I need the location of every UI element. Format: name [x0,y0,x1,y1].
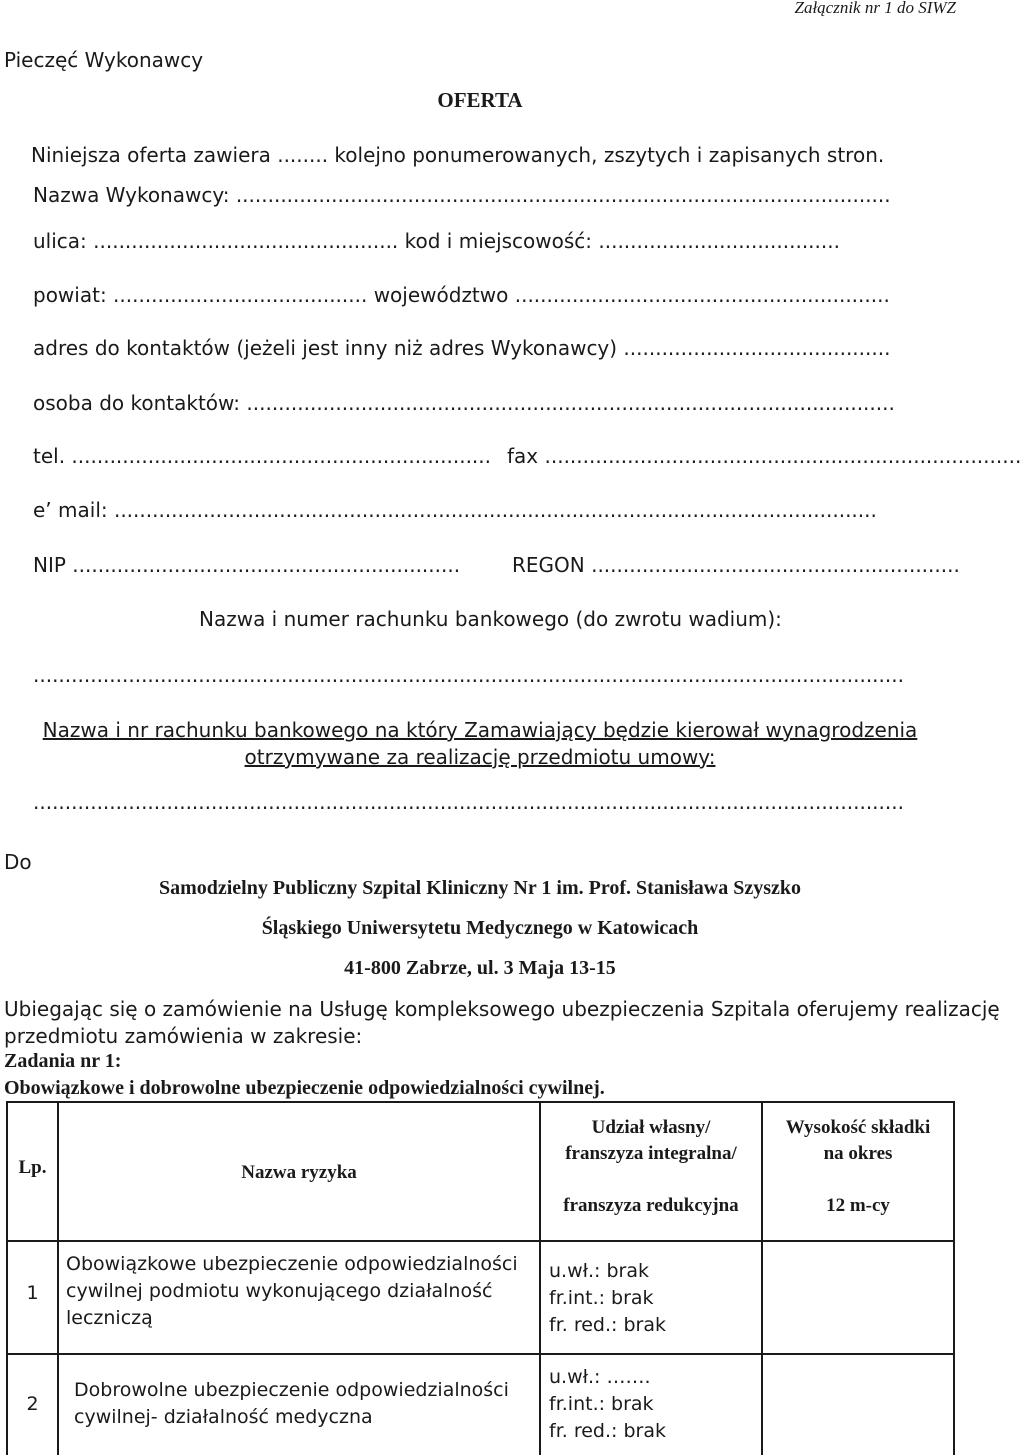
contact-address-line: adres do kontaktów (jeżeli jest inny niż adres Wykonawcy) .......................................... [33,336,891,360]
county-line: powiat: ........................................ województwo ........................................................... [33,283,890,307]
col-header-deductible-2: franszyza integralna/ [565,1143,737,1164]
row-deductible-reduction: fr. red.: brak [549,1420,666,1442]
bank-salary-label-2: otrzymywane za realizację przedmiotu umowy: [244,745,716,769]
email-line: e’ mail: ........................................................................................................................ [33,498,877,522]
row-risk-line-2: cywilnej podmiotu wykonującego działalność [66,1280,493,1302]
contact-person-line: osoba do kontaktów: ...................................................................................................... [33,391,895,415]
bank-deposit-field: ......................................................................................................................................... [33,663,904,687]
row-deductible-integral: fr.int.: brak [549,1393,654,1415]
row-risk-line-3: leczniczą [66,1307,153,1329]
street-line: ulica: ................................................ kod i miejscowość: ...................................... [33,229,840,253]
row-risk-line-2: cywilnej- działalność medyczna [74,1406,373,1428]
row-deductible-own: u.wł.: brak [549,1260,650,1282]
row-lp: 2 [26,1393,39,1415]
bank-salary-label-1: Nazwa i nr rachunku bankowego na który Zamawiający będzie kierował wynagrodzenia [42,718,918,742]
table-row-divider [6,1353,955,1355]
task-title: Obowiązkowe i dobrowolne ubezpieczenie odpowiedzialności cywilnej. [4,1077,605,1099]
phone-line: tel. .................................................................. [33,444,492,468]
task-label: Zadania nr 1: [4,1050,122,1072]
table-right-border [953,1101,955,1455]
attachment-note: Załącznik nr 1 do SIWZ [794,0,956,17]
regon-line: REGON .......................................................... [512,553,960,577]
col-header-deductible-3: franszyza redukcyjna [563,1195,739,1216]
table-top-border [6,1101,955,1103]
col-header-premium-1: Wysokość składki [785,1117,931,1138]
recipient-to-label: Do [4,850,32,874]
row-deductible-reduction: fr. red.: brak [549,1314,666,1336]
col-header-risk-name: Nazwa ryzyka [241,1162,357,1183]
contractor-name-line: Nazwa Wykonawcy: ....................................................................................................... [33,183,891,207]
col-header-premium-2: na okres [823,1143,893,1164]
recipient-line-2: Śląskiego Uniwersytetu Medycznego w Katowicach [261,917,699,939]
pages-count-line: Niniejsza oferta zawiera ........ kolejno ponumerowanych, zszytych i zapisanych stron. [31,143,885,167]
table-col-divider-1 [57,1101,59,1455]
intro-line-1: Ubiegając się o zamówienie na Usługę kompleksowego ubezpieczenia Szpitala oferujemy realizację [4,997,1000,1021]
page-title: OFERTA [437,88,523,112]
row-risk-line-1: Dobrowolne ubezpieczenie odpowiedzialności [74,1379,509,1401]
row-deductible-own: u.wł.: ……. [549,1366,651,1388]
col-header-deductible-1: Udział własny/ [591,1117,711,1138]
row-deductible-integral: fr.int.: brak [549,1287,654,1309]
bank-salary-field: ......................................................................................................................................... [33,790,904,814]
intro-line-2: przedmiotu zamówienia w zakresie: [4,1024,363,1048]
recipient-address: 41-800 Zabrze, ul. 3 Maja 13-15 [344,957,616,979]
recipient-line-1: Samodzielny Publiczny Szpital Kliniczny Nr 1 im. Prof. Stanisława Szyszko [158,877,802,899]
col-header-premium-3: 12 m-cy [826,1195,890,1216]
fax-line: fax ........................................................................... [507,444,1021,468]
table-header-bottom-border [6,1240,955,1242]
row-lp: 1 [26,1282,39,1304]
nip-line: NIP ............................................................. [33,553,461,577]
row-risk-line-1: Obowiązkowe ubezpieczenie odpowiedzialności [66,1253,518,1275]
col-header-lp: Lp. [18,1157,47,1178]
stamp-label: Pieczęć Wykonawcy [4,48,204,72]
bank-deposit-label: Nazwa i numer rachunku bankowego (do zwrotu wadium): [199,607,782,631]
